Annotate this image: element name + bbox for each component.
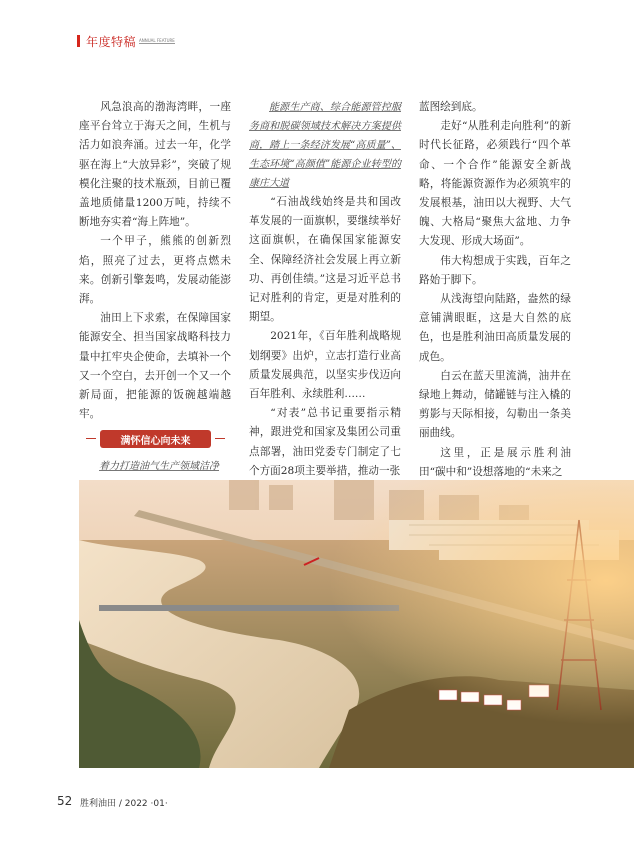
section-header-title: 年度特稿 xyxy=(86,35,137,49)
column-2 xyxy=(249,98,401,481)
page-number: 52 xyxy=(57,794,73,808)
paragraph: 一个甲子，熊熊的创新烈焰，照亮了过去，更将点燃未来。创新引擎轰鸣，发展动能澎湃。 xyxy=(79,235,231,306)
section-subheading-start: 着力打造油气生产领域洁净 xyxy=(99,461,219,472)
paragraph: 走好“从胜利走向胜利”的新时代长征路，必须践行“四个革命、一个合作”能源安全新战略，将能源资源作为必须筑牢的发展根基，油田以大视野、大气魄、大格局“聚焦大盆地、力争大发现、形成大场面”。 xyxy=(419,120,571,248)
aerial-oilfield-photo xyxy=(79,480,634,768)
section-badge: 满怀信心向未来 xyxy=(100,430,211,448)
paragraph: 蓝图绘到底。 xyxy=(419,101,483,113)
paragraph: 2021年，《百年胜利战略规划纲要》出炉，立志打造行业高质量发展典范，以坚实步伐迈向百年胜利、永续胜利…… xyxy=(249,330,401,401)
magazine-issue: 胜利油田 / 2022 ·01· xyxy=(80,799,168,809)
paragraph: 伟大构想成于实践，百年之路始于脚下。 xyxy=(419,254,571,286)
section-header-subtitle: ANNUAL FEATURE xyxy=(139,38,175,43)
column-1 xyxy=(79,98,231,424)
paragraph: 白云在蓝天里流淌，油井在绿地上舞动，储罐链与注入橇的剪影与天际相接，勾勒出一条美丽曲线。 xyxy=(419,369,571,440)
section-subheading-continued: 能源生产商、综合能源管控服务商和脱碳领域技术解决方案提供商，踏上一条经济发展“高质量”、生态环境“高颜值”能源企业转型的康庄大道 xyxy=(249,102,401,189)
paragraph: “石油战线始终是共和国改革发展的一面旗帜，要继续举好这面旗帜，在确保国家能源安全、保障经济社会发展上再立新功、再创佳绩。”这是习近平总书记对胜利的肯定，更是对胜利的期望。 xyxy=(249,196,401,324)
paragraph: 风急浪高的渤海湾畔，一座座平台耸立于海天之间，生机与活力如浪奔涌。过去一年，化学驱在海上“大放异彩”，突破了规模化注聚的技术瓶颈，目前已覆盖地质储量1200万吨，持续不断地夯实着“海上阵地”。 xyxy=(79,101,231,229)
paragraph: 这里，正是展示胜利油田“碳中和”设想落地的“未来之 xyxy=(419,446,571,478)
column-3 xyxy=(419,98,571,482)
paragraph: “对表”总书记重要指示精神，跟进党和国家及集团公司重点部署，油田党委专门制定了七个方面28项主要举措，推动一张 xyxy=(249,407,401,477)
paragraph: 油田上下求索，在保障国家能源安全、担当国家战略科技力量中扛牢央企使命，去填补一个又一个空白，去开创一个又一个新局面，把能源的饭碗越端越牢。 xyxy=(79,312,231,421)
paragraph: 从浅海望向陆路，盎然的绿意铺满眼眶，这是大自然的底色，也是胜利油田高质量发展的成色。 xyxy=(419,293,571,363)
header-accent-bar xyxy=(77,35,80,47)
